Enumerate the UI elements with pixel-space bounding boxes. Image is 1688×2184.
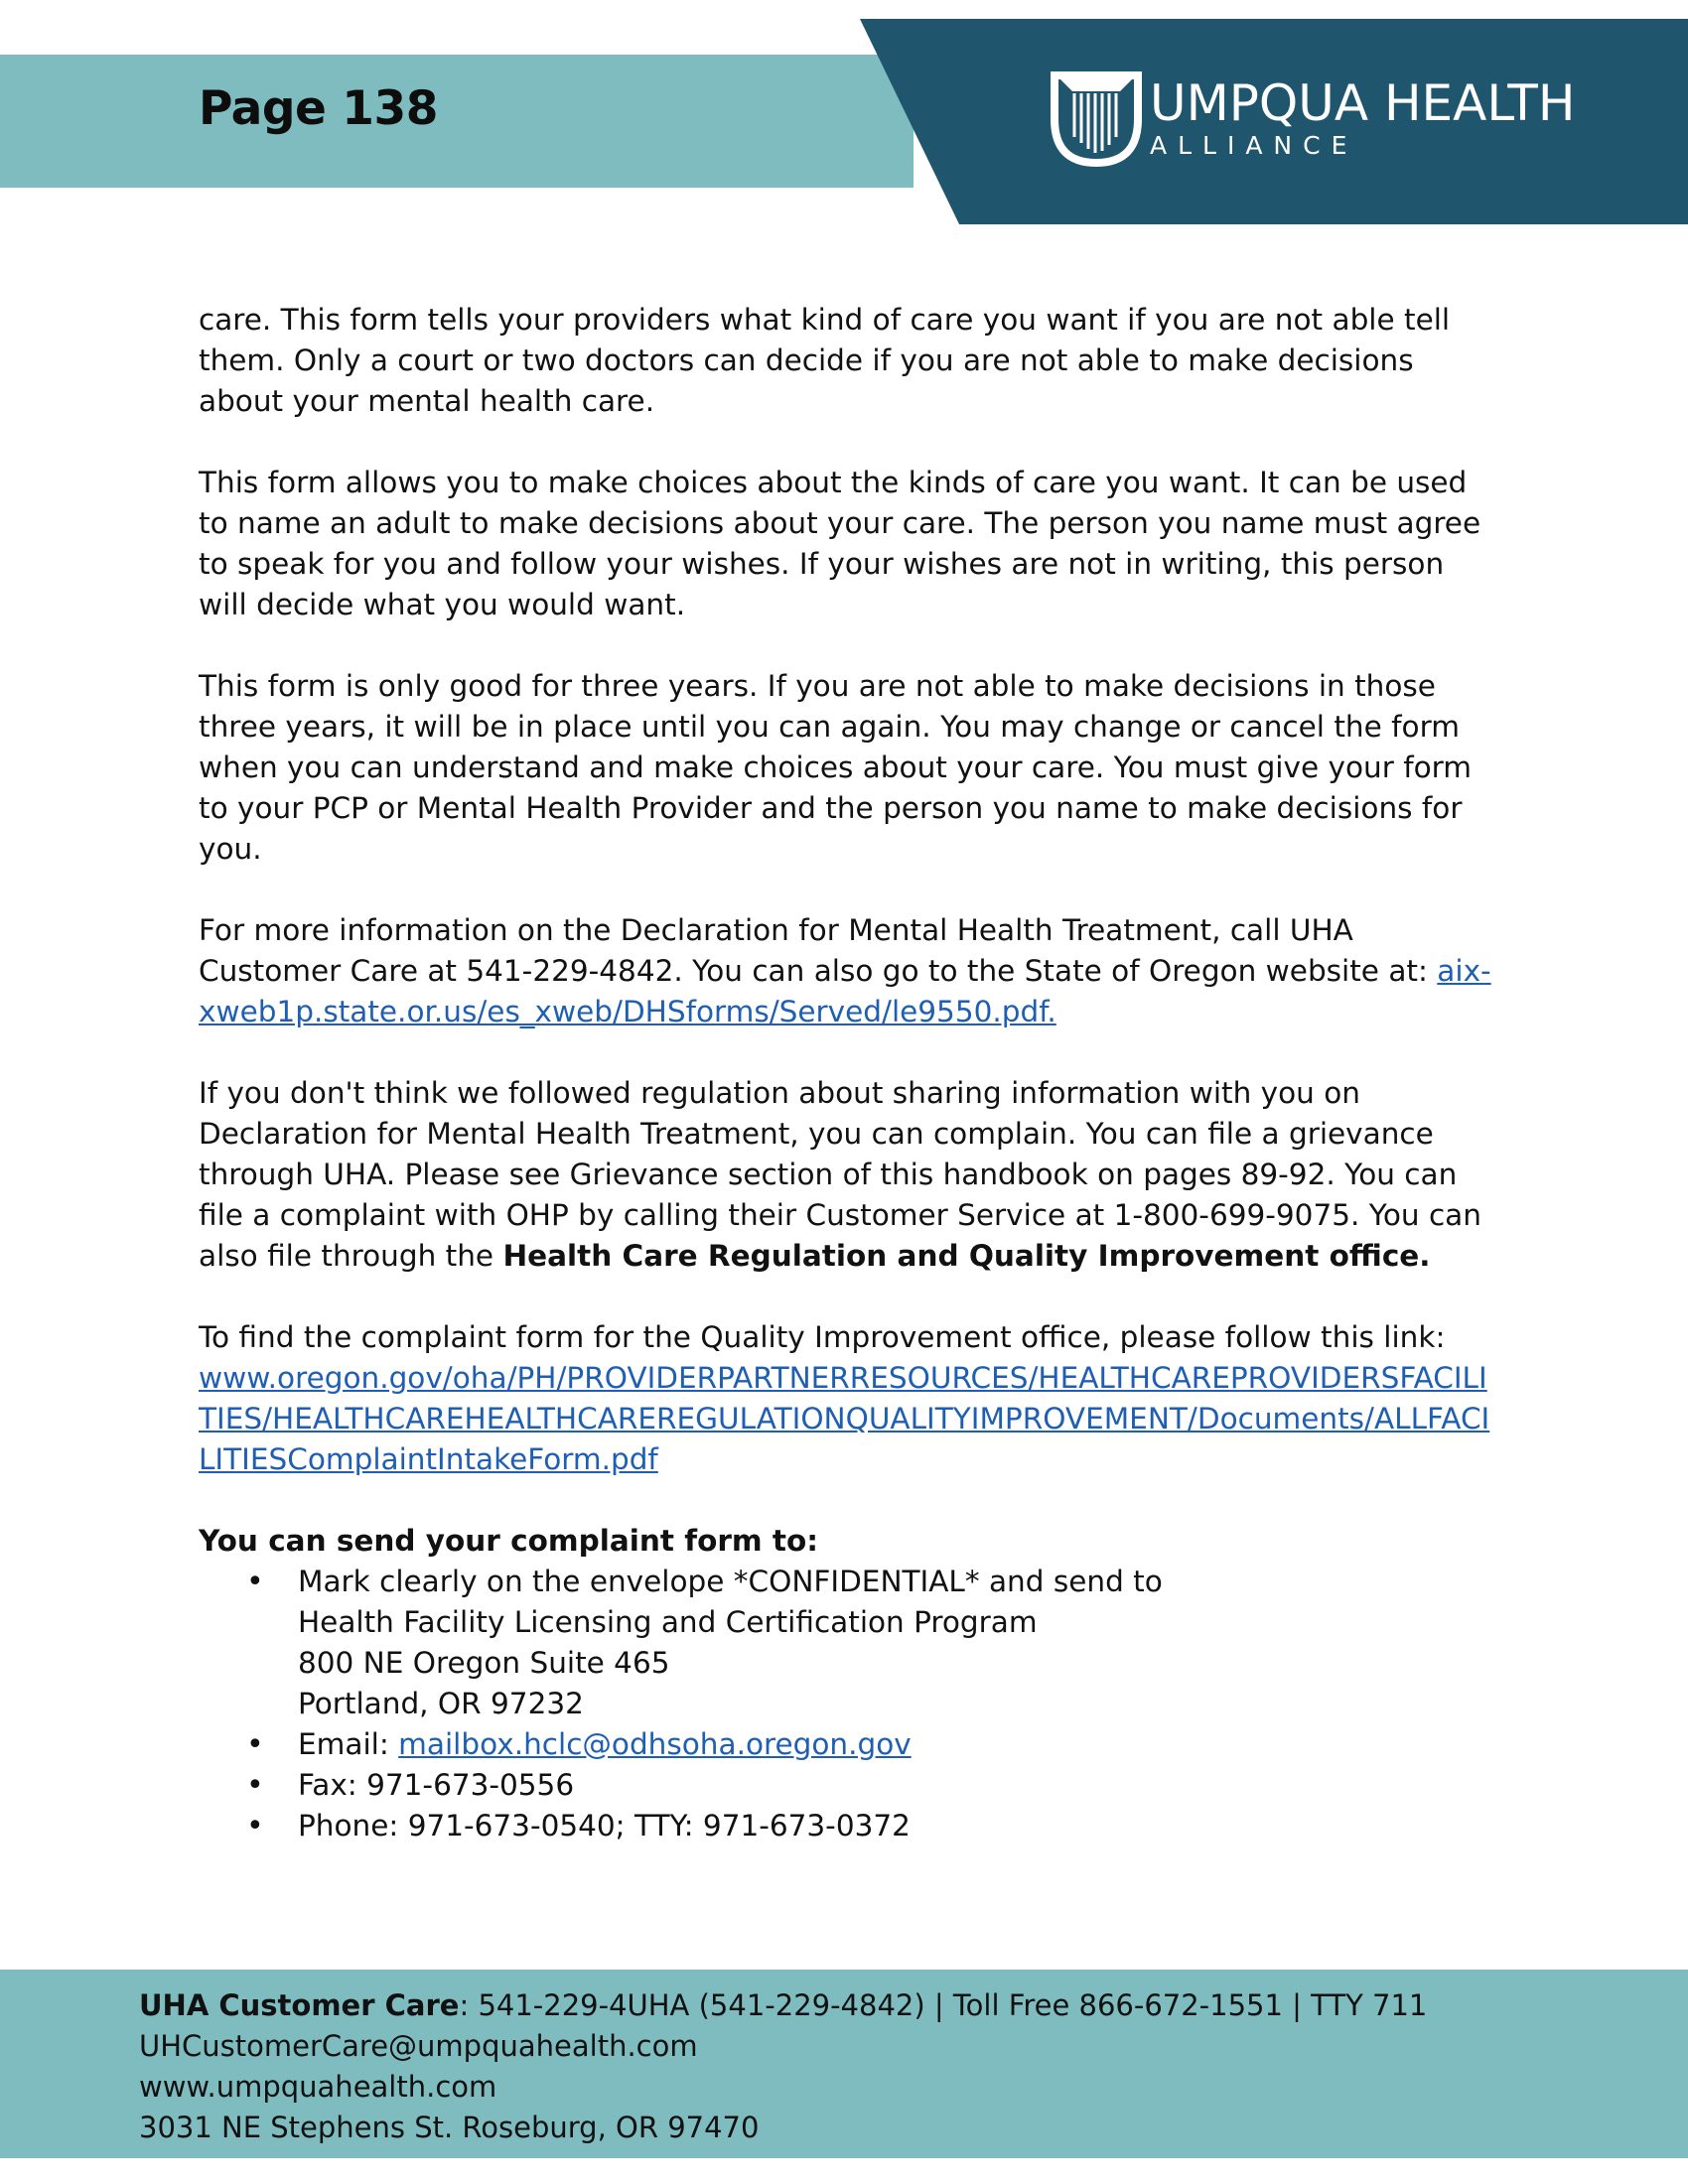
send-complaint-heading: You can send your complaint form to: [199, 1524, 819, 1558]
customer-care-numbers: : 541-229-4UHA (541-229-4842) | Toll Free 866-672-1551 | TTY 711 [459, 1988, 1428, 2022]
footer-address: 3031 NE Stephens St. Roseburg, OR 97470 [139, 2111, 760, 2144]
footer-contact [139, 1985, 1427, 2148]
uha-shield-logo-icon [1051, 69, 1142, 167]
hclc-email-link[interactable]: mailbox.hclc@odhsoha.oregon.gov [398, 1727, 912, 1761]
mail-recipient: Health Facility Licensing and Certification Program [298, 1605, 1038, 1639]
uha-logo [1051, 69, 1575, 167]
logo-subtitle: ALLIANCE [1150, 130, 1358, 160]
paragraph-complaint-form [199, 1317, 1499, 1480]
header-band [0, 55, 914, 188]
more-info-text: For more information on the Declaration for Mental Health Treatment, call UHA Customer Care at 541-229-4842. You can also go to the State of Oregon website at: [199, 913, 1438, 988]
list-item-phone: • Phone: 971-673-0540; TTY: 971-673-0372 [199, 1806, 1499, 1846]
send-options-list [199, 1562, 1499, 1846]
list-item-mail [199, 1562, 1499, 1724]
paragraph-care-form: care. This form tells your providers what kind of care you want if you are not able tell them. Only a court or two doctors can decide if you are not able to make decisions about your mental health care. [199, 303, 1451, 418]
page-number: Page 138 [199, 81, 438, 136]
footer-customer-care [139, 1985, 1427, 2026]
complaint-form-text: To find the complaint form for the Quality Improvement office, please follow this link: [199, 1320, 1446, 1354]
complain-text: If you don't think we followed regulation about sharing information with you on Declaration for Mental Health Treatment, you can complain. You can file a grievance through UHA. Please see Grievance section of this handbook on pages 89-92. You can file a complaint with OHP by calling their Customer Service at 1-800-699-9075. You can also file through the [199, 1076, 1481, 1273]
footer-email: UHCustomerCare@umpquahealth.com [139, 2029, 698, 2063]
mail-street: 800 NE Oregon Suite 465 [298, 1646, 670, 1680]
customer-care-label: UHA Customer Care [139, 1988, 460, 2022]
logo-wordmark: UMPQUA HEALTH [1150, 73, 1576, 132]
list-item-email [199, 1724, 1499, 1765]
mail-city: Portland, OR 97232 [298, 1687, 584, 1720]
mail-instruction: Mark clearly on the envelope *CONFIDENTIAL* and send to [298, 1565, 1163, 1598]
paragraph-complain [199, 1073, 1499, 1277]
email-label: Email: [298, 1727, 399, 1761]
list-item-fax: • Fax: 971-673-0556 [199, 1765, 1499, 1806]
document-body [199, 300, 1499, 1846]
paragraph-choices: This form allows you to make choices about the kinds of care you want. It can be used to name an adult to make decisions about your care. The person you name must agree to speak for you and follow your wishes. If your wishes are not in writing, this person will decide what you would want. [199, 466, 1481, 621]
hcrqi-office-text: Health Care Regulation and Quality Improvement office. [502, 1239, 1431, 1273]
footer-website: www.umpquahealth.com [139, 2070, 497, 2104]
paragraph-three-years: This form is only good for three years. If you are not able to make decisions in those three years, it will be in place until you can again. You may change or cancel the form when you can understand and make choices about your care. You must give your form to your PCP or Mental Health Provider and the person you name to make decisions for you. [199, 669, 1472, 866]
paragraph-more-info [199, 910, 1499, 1032]
state-form-link[interactable]: aix-xweb1p.state.or.us/es_xweb/DHSforms/Served/le9550.pdf. [199, 954, 1491, 1028]
complaint-intake-form-link[interactable]: www.oregon.gov/oha/PH/PROVIDERPARTNERRESOURCES/HEALTHCAREPROVIDERSFACILITIES/HEALTHCAREHEALTHCAREREGULATIONQUALITYIMPROVEMENT/Documents/ALLFACILITIESComplaintIntakeForm.pdf [199, 1361, 1490, 1476]
